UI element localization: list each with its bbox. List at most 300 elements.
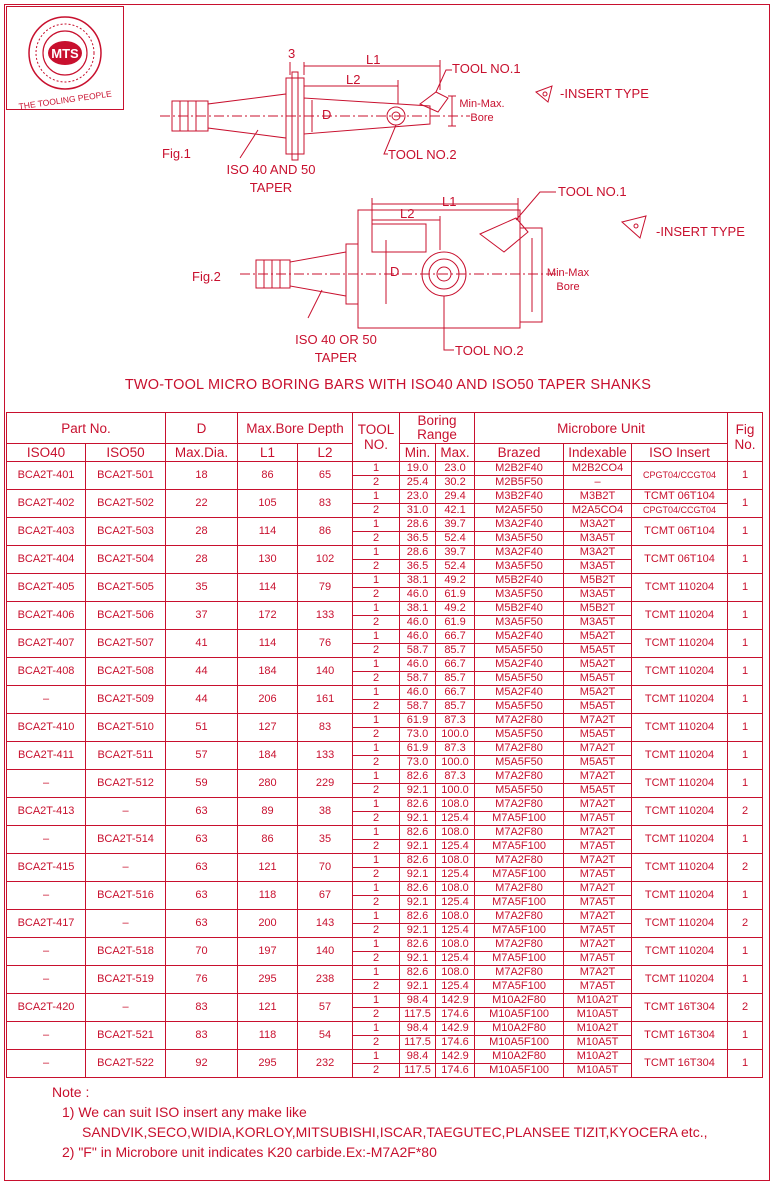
cell-bore-max: 52.4 [436,532,475,546]
cell-l1: 200 [238,910,298,938]
cell-l1: 86 [238,826,298,854]
cell-bore-min: 98.4 [400,1050,436,1064]
cell-bore-min: 58.7 [400,700,436,714]
cell-bore-max: 100.0 [436,728,475,742]
cell-iso-insert: TCMT 06T104 [632,546,728,574]
table-row [7,994,763,1008]
cell-indexable: M5A2T [564,630,632,644]
cell-d: 18 [166,462,238,490]
cell-brazed: M5A5F50 [475,728,564,742]
cell-tool-no: 1 [353,714,400,728]
cell-fig-no: 1 [728,462,763,490]
cell-iso50: BCA2T-511 [86,742,166,770]
cell-bore-max: 125.4 [436,812,475,826]
cell-indexable: M5A5T [564,784,632,798]
cell-l1: 114 [238,518,298,546]
fig1-bore-label-2: Bore [470,112,494,124]
table-row [7,574,763,588]
fig2-dim-l2: L2 [400,206,415,221]
cell-bore-max: 39.7 [436,518,475,532]
cell-l1: 184 [238,658,298,686]
cell-bore-min: 36.5 [400,532,436,546]
cell-fig-no: 1 [728,518,763,546]
fig1-label: Fig.1 [162,146,191,161]
cell-l1: 280 [238,770,298,798]
cell-iso-insert: TCMT 110204 [632,826,728,854]
cell-bore-min: 58.7 [400,672,436,686]
cell-indexable: M10A5T [564,1036,632,1050]
cell-bore-min: 82.6 [400,770,436,784]
cell-brazed: M7A2F80 [475,882,564,896]
cell-brazed: M10A2F80 [475,994,564,1008]
cell-iso-insert: TCMT 110204 [632,574,728,602]
cell-brazed: M7A5F100 [475,980,564,994]
cell-bore-min: 92.1 [400,924,436,938]
cell-fig-no: 2 [728,910,763,938]
cell-l2: 229 [298,770,353,798]
header-tool-no: TOOL NO. [353,413,400,462]
cell-brazed: M7A2F80 [475,966,564,980]
cell-brazed: M5A5F50 [475,672,564,686]
cell-l1: 118 [238,882,298,910]
cell-d: 63 [166,910,238,938]
note-brands: SANDVIK,SECO,WIDIA,KORLOY,MITSUBISHI,ISCAR,TAEGUTEC,PLANSEE TIZIT,KYOCERA etc., [82,1124,708,1140]
cell-iso40: BCA2T-401 [7,462,86,490]
fig2-dim-l1: L1 [442,194,457,209]
cell-tool-no: 1 [353,602,400,616]
cell-bore-min: 38.1 [400,574,436,588]
cell-l2: 86 [298,518,353,546]
cell-iso-insert: CPGT04/CCGT04 [632,462,728,490]
cell-indexable: M10A2T [564,994,632,1008]
cell-bore-max: 66.7 [436,686,475,700]
cell-bore-max: 61.9 [436,588,475,602]
cell-bore-min: 98.4 [400,994,436,1008]
cell-l2: 70 [298,854,353,882]
cell-bore-min: 23.0 [400,490,436,504]
fig2-label: Fig.2 [192,269,221,284]
cell-d: 37 [166,602,238,630]
cell-tool-no: 2 [353,560,400,574]
cell-indexable: – [564,476,632,490]
cell-iso40: BCA2T-417 [7,910,86,938]
header-max: Max. [436,444,475,462]
table-row [7,630,763,644]
table-row [7,1050,763,1064]
cell-tool-no: 1 [353,1050,400,1064]
cell-bore-max: 108.0 [436,938,475,952]
table-row [7,602,763,616]
cell-bore-min: 92.1 [400,952,436,966]
cell-bore-max: 108.0 [436,882,475,896]
cell-iso-insert: TCMT 110204 [632,938,728,966]
cell-iso-insert: TCMT 06T104 [632,490,728,504]
cell-iso40: – [7,1050,86,1078]
cell-brazed: M3A2F40 [475,546,564,560]
cell-tool-no: 2 [353,924,400,938]
cell-brazed: M10A5F100 [475,1036,564,1050]
cell-brazed: M7A5F100 [475,924,564,938]
notes-section [52,1082,707,1162]
table-row [7,658,763,672]
cell-fig-no: 1 [728,546,763,574]
note-1: 1) We can suit ISO insert any make like [62,1104,307,1120]
cell-bore-min: 117.5 [400,1008,436,1022]
cell-bore-min: 46.0 [400,588,436,602]
cell-indexable: M7A5T [564,896,632,910]
cell-tool-no: 1 [353,938,400,952]
cell-bore-max: 100.0 [436,756,475,770]
cell-iso50: BCA2T-506 [86,602,166,630]
cell-indexable: M3A2T [564,518,632,532]
cell-l1: 114 [238,574,298,602]
cell-bore-min: 58.7 [400,644,436,658]
cell-bore-max: 87.3 [436,742,475,756]
cell-iso-insert: TCMT 110204 [632,798,728,826]
cell-bore-max: 108.0 [436,826,475,840]
cell-indexable: M10A5T [564,1008,632,1022]
cell-iso50: – [86,994,166,1022]
cell-l2: 38 [298,798,353,826]
table-row [7,686,763,700]
cell-indexable: M5A5T [564,728,632,742]
fig1-taper-label-1: ISO 40 AND 50 [226,162,316,177]
cell-iso40: BCA2T-420 [7,994,86,1022]
cell-iso40: BCA2T-411 [7,742,86,770]
cell-bore-min: 46.0 [400,616,436,630]
cell-tool-no: 1 [353,966,400,980]
cell-l1: 130 [238,546,298,574]
cell-bore-max: 142.9 [436,1022,475,1036]
cell-indexable: M7A2T [564,798,632,812]
fig2-taper-label-2: TAPER [314,350,358,365]
cell-l2: 161 [298,686,353,714]
cell-indexable: M2A5CO4 [564,504,632,518]
fig1-taper-label-2: TAPER [249,180,293,195]
cell-d: 22 [166,490,238,518]
cell-fig-no: 2 [728,994,763,1022]
cell-d: 35 [166,574,238,602]
cell-indexable: M7A2T [564,742,632,756]
cell-bore-max: 52.4 [436,560,475,574]
cell-indexable: M3A5T [564,532,632,546]
cell-iso40: BCA2T-405 [7,574,86,602]
cell-iso40: BCA2T-408 [7,658,86,686]
cell-tool-no: 1 [353,490,400,504]
cell-fig-no: 1 [728,602,763,630]
cell-tool-no: 2 [353,532,400,546]
cell-bore-max: 125.4 [436,952,475,966]
cell-indexable: M5A5T [564,700,632,714]
cell-indexable: M7A2T [564,910,632,924]
cell-l2: 83 [298,714,353,742]
cell-l2: 143 [298,910,353,938]
cell-iso50: BCA2T-503 [86,518,166,546]
fig1-drawing [0,0,776,200]
cell-bore-min: 92.1 [400,896,436,910]
cell-iso-insert: TCMT 16T304 [632,1022,728,1050]
cell-tool-no: 2 [353,1008,400,1022]
cell-bore-min: 82.6 [400,826,436,840]
cell-iso-insert: TCMT 110204 [632,910,728,938]
cell-tool-no: 1 [353,686,400,700]
cell-fig-no: 1 [728,630,763,658]
cell-brazed: M10A5F100 [475,1064,564,1078]
cell-bore-min: 82.6 [400,798,436,812]
cell-iso50: BCA2T-510 [86,714,166,742]
cell-brazed: M5A2F40 [475,658,564,672]
cell-bore-min: 73.0 [400,756,436,770]
cell-d: 59 [166,770,238,798]
cell-iso40: BCA2T-415 [7,854,86,882]
cell-brazed: M5A2F40 [475,630,564,644]
cell-bore-max: 125.4 [436,840,475,854]
cell-iso50: BCA2T-516 [86,882,166,910]
cell-indexable: M7A2T [564,854,632,868]
cell-iso-insert: TCMT 110204 [632,882,728,910]
logo-slogan: THE TOOLING PEOPLE [18,88,113,109]
cell-l2: 102 [298,546,353,574]
cell-d: 92 [166,1050,238,1078]
cell-tool-no: 2 [353,868,400,882]
cell-tool-no: 1 [353,798,400,812]
cell-bore-min: 82.6 [400,882,436,896]
table-row [7,910,763,924]
cell-brazed: M7A2F80 [475,910,564,924]
cell-iso40: BCA2T-406 [7,602,86,630]
fig1-insert-type: -INSERT TYPE [560,86,649,101]
cell-fig-no: 1 [728,770,763,798]
cell-brazed: M3A5F50 [475,616,564,630]
cell-iso40: BCA2T-407 [7,630,86,658]
cell-brazed: M5A5F50 [475,700,564,714]
cell-iso-insert: TCMT 16T304 [632,994,728,1022]
cell-l1: 118 [238,1022,298,1050]
cell-bore-max: 30.2 [436,476,475,490]
cell-tool-no: 1 [353,658,400,672]
cell-bore-min: 38.1 [400,602,436,616]
cell-bore-max: 87.3 [436,770,475,784]
cell-brazed: M3A5F50 [475,532,564,546]
cell-iso-insert-2: CPGT04/CCGT04 [632,504,728,518]
table-row [7,882,763,896]
cell-brazed: M5A5F50 [475,756,564,770]
cell-brazed: M7A2F80 [475,938,564,952]
cell-tool-no: 1 [353,546,400,560]
cell-iso40: – [7,966,86,994]
cell-tool-no: 2 [353,700,400,714]
cell-bore-max: 49.2 [436,574,475,588]
cell-fig-no: 1 [728,966,763,994]
fig1-tool-no-2: TOOL NO.2 [388,147,457,162]
fig2-insert-type: -INSERT TYPE [656,224,745,239]
cell-tool-no: 2 [353,952,400,966]
cell-tool-no: 2 [353,476,400,490]
cell-tool-no: 2 [353,588,400,602]
cell-iso-insert: TCMT 16T304 [632,1050,728,1078]
cell-bore-max: 85.7 [436,672,475,686]
cell-bore-min: 19.0 [400,462,436,476]
fig1-tool-no-1: TOOL NO.1 [452,61,521,76]
cell-l2: 57 [298,994,353,1022]
cell-bore-max: 174.6 [436,1064,475,1078]
cell-bore-min: 92.1 [400,812,436,826]
cell-l2: 140 [298,938,353,966]
cell-bore-max: 42.1 [436,504,475,518]
header-boring-range: Boring Range [400,413,475,444]
note-2: 2) "F" in Microbore unit indicates K20 carbide.Ex:-M7A2F*80 [62,1144,437,1160]
header-l2: L2 [298,444,353,462]
fig2-bore-label-1: Min-Max [546,267,590,279]
cell-fig-no: 1 [728,574,763,602]
cell-iso50: BCA2T-519 [86,966,166,994]
cell-bore-min: 46.0 [400,630,436,644]
cell-d: 63 [166,798,238,826]
cell-indexable: M7A5T [564,952,632,966]
header-microbore-unit: Microbore Unit [475,413,728,444]
cell-l1: 172 [238,602,298,630]
cell-bore-min: 82.6 [400,938,436,952]
cell-iso40: BCA2T-404 [7,546,86,574]
cell-bore-max: 125.4 [436,924,475,938]
cell-l2: 65 [298,462,353,490]
cell-d: 28 [166,518,238,546]
cell-iso50: BCA2T-507 [86,630,166,658]
cell-brazed: M2B5F50 [475,476,564,490]
cell-l2: 238 [298,966,353,994]
cell-bore-min: 98.4 [400,1022,436,1036]
cell-indexable: M5A5T [564,672,632,686]
cell-bore-max: 125.4 [436,896,475,910]
cell-bore-max: 142.9 [436,1050,475,1064]
cell-bore-min: 82.6 [400,854,436,868]
cell-bore-max: 49.2 [436,602,475,616]
cell-bore-max: 125.4 [436,980,475,994]
cell-bore-min: 61.9 [400,714,436,728]
fig1-dim-l1: L1 [366,52,381,67]
cell-tool-no: 1 [353,826,400,840]
cell-tool-no: 2 [353,784,400,798]
table-row [7,462,763,476]
cell-l2: 133 [298,742,353,770]
cell-l1: 86 [238,462,298,490]
cell-bore-max: 66.7 [436,658,475,672]
cell-iso-insert: TCMT 110204 [632,742,728,770]
header-iso50: ISO50 [86,444,166,462]
fig2-tool-no-2: TOOL NO.2 [455,343,524,358]
header-iso40: ISO40 [7,444,86,462]
cell-l1: 89 [238,798,298,826]
cell-indexable: M5A5T [564,644,632,658]
cell-indexable: M3A5T [564,588,632,602]
cell-tool-no: 2 [353,1036,400,1050]
logo-initials: MTS [51,46,79,61]
cell-indexable: M3B2T [564,490,632,504]
cell-iso40: BCA2T-403 [7,518,86,546]
cell-bore-min: 117.5 [400,1036,436,1050]
cell-d: 83 [166,994,238,1022]
cell-l2: 133 [298,602,353,630]
cell-tool-no: 2 [353,672,400,686]
cell-bore-min: 46.0 [400,658,436,672]
cell-tool-no: 1 [353,882,400,896]
table-row [7,518,763,532]
cell-iso-insert: TCMT 110204 [632,630,728,658]
cell-indexable: M7A5T [564,980,632,994]
cell-iso50: BCA2T-514 [86,826,166,854]
header-part-no: Part No. [7,413,166,444]
cell-brazed: M10A5F100 [475,1008,564,1022]
cell-d: 51 [166,714,238,742]
spec-table [6,412,763,1078]
cell-iso-insert: TCMT 110204 [632,658,728,686]
cell-bore-min: 92.1 [400,980,436,994]
cell-fig-no: 2 [728,798,763,826]
cell-indexable: M5A2T [564,686,632,700]
cell-bore-min: 25.4 [400,476,436,490]
table-row [7,938,763,952]
cell-fig-no: 2 [728,854,763,882]
cell-brazed: M7A2F80 [475,854,564,868]
table-row [7,966,763,980]
cell-bore-min: 28.6 [400,518,436,532]
cell-bore-min: 28.6 [400,546,436,560]
cell-brazed: M3A2F40 [475,518,564,532]
cell-tool-no: 2 [353,644,400,658]
cell-indexable: M3A5T [564,560,632,574]
cell-fig-no: 1 [728,686,763,714]
header-max-dia: Max.Dia. [166,444,238,462]
cell-bore-max: 66.7 [436,630,475,644]
cell-indexable: M10A2T [564,1050,632,1064]
cell-brazed: M2B2F40 [475,462,564,476]
cell-l2: 54 [298,1022,353,1050]
cell-l1: 206 [238,686,298,714]
cell-fig-no: 1 [728,938,763,966]
cell-bore-min: 61.9 [400,742,436,756]
cell-tool-no: 2 [353,756,400,770]
cell-bore-max: 108.0 [436,798,475,812]
cell-tool-no: 2 [353,980,400,994]
cell-fig-no: 1 [728,658,763,686]
table-row [7,742,763,756]
cell-brazed: M5B2F40 [475,574,564,588]
cell-bore-min: 73.0 [400,728,436,742]
cell-d: 28 [166,546,238,574]
cell-iso40: BCA2T-402 [7,490,86,518]
cell-bore-min: 46.0 [400,686,436,700]
cell-tool-no: 2 [353,1064,400,1078]
cell-bore-max: 29.4 [436,490,475,504]
cell-bore-max: 85.7 [436,700,475,714]
cell-l1: 295 [238,1050,298,1078]
cell-brazed: M3B2F40 [475,490,564,504]
cell-brazed: M3A5F50 [475,560,564,574]
cell-tool-no: 1 [353,462,400,476]
cell-tool-no: 1 [353,574,400,588]
cell-brazed: M7A2F80 [475,826,564,840]
header-d: D [166,413,238,444]
cell-iso40: BCA2T-413 [7,798,86,826]
table-row [7,714,763,728]
cell-fig-no: 1 [728,490,763,518]
cell-brazed: M5B2F40 [475,602,564,616]
cell-l1: 114 [238,630,298,658]
cell-l2: 76 [298,630,353,658]
header-min: Min. [400,444,436,462]
cell-indexable: M7A2T [564,714,632,728]
cell-tool-no: 1 [353,994,400,1008]
